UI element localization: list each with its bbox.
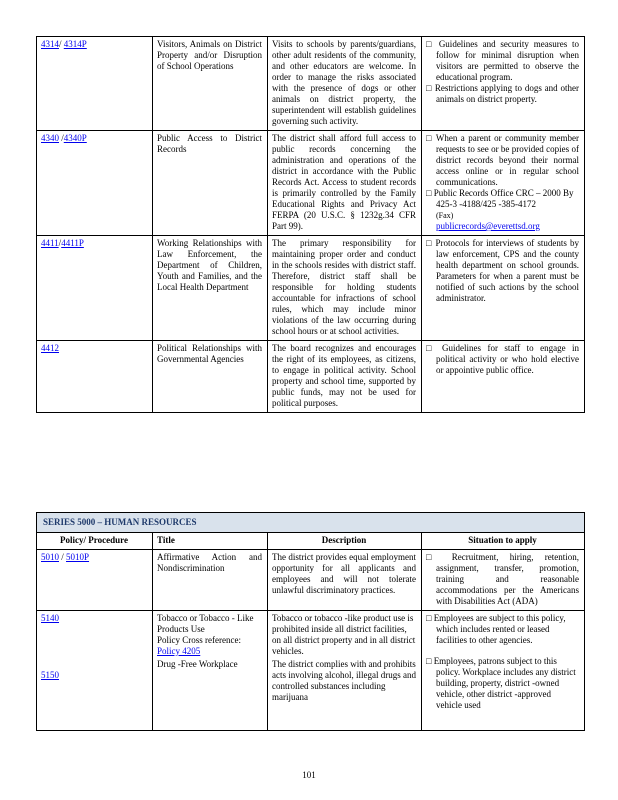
contact-fax: (Fax) — [436, 211, 454, 220]
policy-separator: / — [59, 133, 64, 143]
policy-cell — [37, 611, 153, 731]
series-4000-table — [36, 36, 585, 413]
situation-item: □ Public Records Office CRC – 2000 By — [426, 188, 574, 198]
title-cell: Visitors, Animals on District Property and/or Disruption of School Operations — [153, 37, 268, 131]
title-text: Tobacco or Tobacco - Like Products Use — [157, 613, 254, 634]
policy-cell — [37, 37, 153, 131]
description-cell: The district provides equal employment opportunity for all applicants and employees and will not tolerate unlawful discriminatory practices. — [268, 550, 422, 611]
header-policy: Policy/ Procedure — [37, 533, 153, 550]
situation-cell — [422, 550, 585, 611]
situation-cell — [422, 131, 585, 236]
header-situation: Situation to apply — [422, 533, 585, 550]
situation-item: □ Guidelines for staff to engage in political activity or who hold elective or appointive public office. — [426, 343, 579, 375]
policy-link[interactable]: 5150 — [41, 670, 59, 680]
column-header-row — [37, 533, 585, 550]
policy-link[interactable]: 5010 — [41, 552, 59, 562]
series-5000-table — [36, 512, 585, 731]
situation-cell — [422, 37, 585, 131]
header-title: Title — [153, 533, 268, 550]
policy-link[interactable]: 4412 — [41, 343, 59, 353]
policy-link[interactable]: 4411 — [41, 238, 59, 248]
header-description: Description — [268, 533, 422, 550]
table-row — [37, 550, 585, 611]
contact-phone: 425-3 -4188/425 -385-4172 — [436, 199, 536, 209]
procedure-link[interactable]: 4314P — [63, 39, 87, 49]
description-cell: Visits to schools by parents/guardians, other adult residents of the community, and other educators are welcome. In order to manage the risks associated with the presence of dogs or other animals on district property, the superintendent will establish guidelines governing such activity. — [268, 37, 422, 131]
situation-item: □ Protocols for interviews of students by law enforcement, CPS and the county health department on school grounds. Parameters for when a parent must be notified of such actions by the school administrator. — [426, 238, 580, 303]
policy-cell — [37, 131, 153, 236]
title-cell: Affirmative Action and Nondiscrimination — [153, 550, 268, 611]
procedure-link[interactable]: 4340P — [63, 133, 87, 143]
situation-item: □ Guidelines and security measures to follow for minimal disruption when visitors are permitted to observe the educational program. — [426, 39, 580, 82]
table-row — [37, 37, 585, 131]
policy-link[interactable]: 5140 — [41, 613, 59, 623]
description-cell: The board recognizes and encourages the right of its employees, as citizens, to engage in political activity. School property and school time, supported by public funds, may not be used for political purposes. — [268, 341, 422, 413]
procedure-link[interactable]: 4411P — [61, 238, 84, 248]
page-number: 101 — [302, 770, 316, 780]
situation-item: □ When a parent or community member requests to see or be provided copies of district records beyond their normal access online or in regular school communications. — [426, 133, 579, 187]
table-row — [37, 131, 585, 236]
situation-item: □ Employees are subject to this policy, which includes rented or leased facilities to other agencies. — [426, 613, 566, 645]
situation-item: □ Recruitment, hiring, retention, assignment, transfer, promotion, training and reasonable accommodations per the Americans with Disabilities Act (ADA) — [426, 552, 580, 606]
title-cell: Political Relationships with Governmental Agencies — [153, 341, 268, 413]
title-text: Drug -Free Workplace — [157, 659, 238, 669]
situation-item: □ Employees, patrons subject to this policy. Workplace includes any district building, property, district -owned vehicle, other district -approved vehicle used — [426, 656, 576, 710]
policy-cell — [37, 236, 153, 341]
title-cell: Public Access to District Records — [153, 131, 268, 236]
situation-cell — [422, 611, 585, 731]
description-cell — [268, 611, 422, 731]
policy-cell — [37, 550, 153, 611]
table-row — [37, 236, 585, 341]
title-cell: Working Relationships with Law Enforcement, the Department of Children, Youth and Families, and the Local Health Department — [153, 236, 268, 341]
table-row — [37, 611, 585, 731]
table-row — [37, 341, 585, 413]
description-text: Tobacco or tobacco -like product use is prohibited inside all district facilities, on all district property and in all district vehicles. — [272, 613, 416, 656]
situation-item: □ Restrictions applying to dogs and other animals on district property. — [426, 83, 580, 104]
contact-email[interactable]: publicrecords@everettsd.org — [436, 221, 540, 231]
description-cell: The primary responsibility for maintaining proper order and conduct in the schools resides with district staff. Therefore, district staff shall be responsible for holding students accountable for infractions of school rules, which may include minor violations of the law occurring during school hours or at school activities. — [268, 236, 422, 341]
description-cell: The district shall afford full access to public records concerning the administration and operations of the district in accordance with the Public Records Act. Access to student records is primarily controlled by the Family Educational Rights and Privacy Act FERPA (20 U.S.C. § 1232g.34 CFR Part 99). — [268, 131, 422, 236]
policy-link[interactable]: 4314 — [41, 39, 59, 49]
policy-separator: / — [59, 552, 67, 562]
situation-cell — [422, 341, 585, 413]
procedure-link[interactable]: 5010P — [66, 552, 90, 562]
series-heading: SERIES 5000 – HUMAN RESOURCES — [37, 513, 585, 533]
policy-cell — [37, 341, 153, 413]
title-cell — [153, 611, 268, 731]
situation-cell — [422, 236, 585, 341]
cross-ref-label: Policy Cross reference: — [157, 635, 241, 645]
cross-ref-link[interactable]: Policy 4205 — [157, 646, 201, 656]
description-text: The district complies with and prohibits acts involving alcohol, illegal drugs and controlled substances including marijuana — [272, 659, 416, 702]
policy-separator: / — [58, 238, 62, 248]
series-heading-row — [37, 513, 585, 533]
policy-link[interactable]: 4340 — [41, 133, 59, 143]
policy-separator: / — [59, 39, 64, 49]
